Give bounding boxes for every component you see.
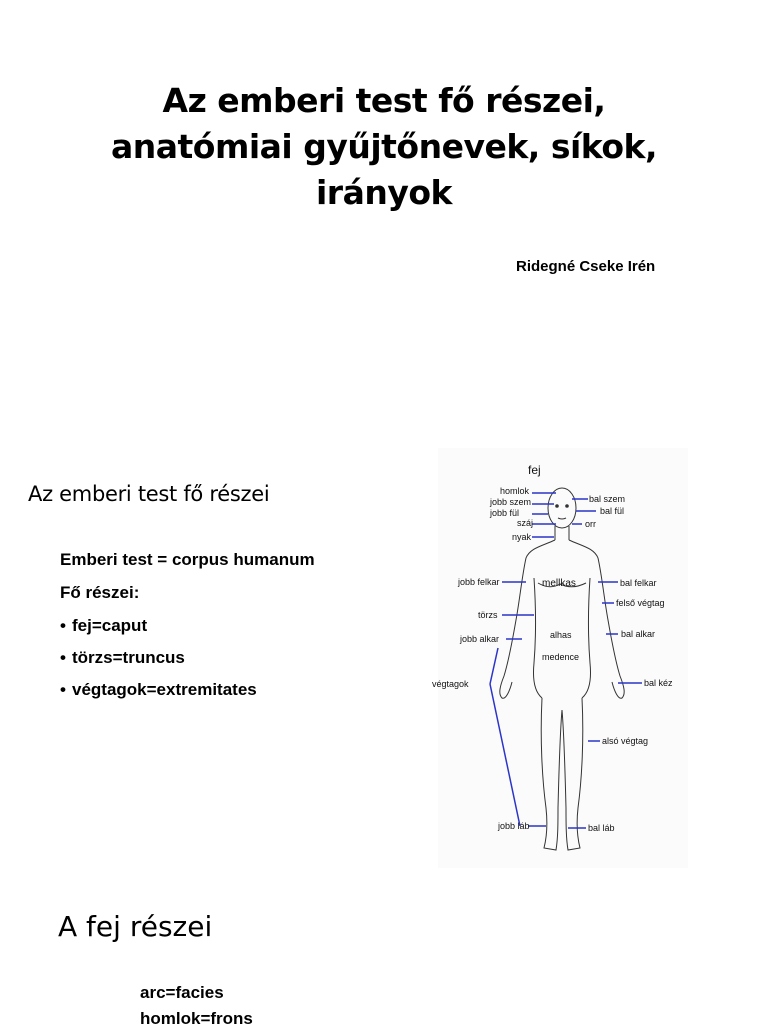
human-body-diagram (432, 448, 688, 868)
label-jobb-felkar: jobb felkar (458, 577, 500, 587)
label-bal-szem: bal szem (589, 494, 626, 504)
label-jobb-alkar: jobb alkar (460, 634, 500, 644)
label-orr: orr (585, 519, 596, 529)
bullet-item (60, 674, 257, 706)
body-parts-slide (0, 430, 768, 870)
page-title (0, 78, 768, 216)
term-line: arc=facies (140, 983, 224, 1002)
label-torzs: törzs (478, 610, 498, 620)
bullet-text: törzs=truncus (72, 648, 185, 667)
label-bal-ful: bal fül (600, 506, 625, 516)
label-nyak: nyak (512, 532, 532, 542)
bullet-dot-icon: • (60, 616, 66, 635)
head-parts-slide (0, 880, 768, 1028)
label-vegtagok: végtagok (432, 679, 469, 689)
bullet-item (60, 642, 185, 674)
title-line-3: irányok (316, 173, 452, 212)
label-jobb-ful: jobb fül (490, 508, 520, 518)
label-bal-lab: bal láb (588, 823, 615, 833)
title-line-1: Az emberi test fő részei, (162, 81, 606, 120)
bullet-dot-icon: • (60, 680, 66, 699)
label-fej: fej (528, 463, 541, 477)
label-jobb-szem: jobb szem (490, 497, 532, 507)
label-felso-vegtag: felső végtag (616, 598, 665, 608)
author-name: Ridegné Cseke Irén (516, 258, 656, 275)
title-slide (0, 0, 768, 420)
label-medence: medence (542, 652, 580, 662)
slide-heading: Az emberi test fő részei (28, 482, 270, 506)
parts-label: Fő részei: (60, 583, 140, 602)
label-bal-kez: bal kéz (644, 678, 673, 688)
label-alhas: alhas (550, 630, 572, 640)
label-jobb-lab: jobb láb (498, 821, 530, 831)
bullet-text: fej=caput (72, 616, 148, 635)
human-body-figure-svg (432, 448, 688, 868)
title-line-2: anatómiai gyűjtőnevek, síkok, (110, 127, 658, 166)
term-line: homlok=frons (140, 1009, 253, 1028)
label-szaj: száj (517, 518, 534, 528)
bullet-text: végtagok=extremitates (72, 680, 257, 699)
label-mellkas: mellkas (542, 578, 576, 589)
label-bal-alkar: bal alkar (621, 629, 656, 639)
label-bal-felkar: bal felkar (620, 578, 657, 588)
label-also-vegtag: alsó végtag (602, 736, 649, 746)
bullet-item (60, 610, 147, 642)
intro-line: Emberi test = corpus humanum (60, 550, 315, 569)
bullet-dot-icon: • (60, 648, 66, 667)
slide-heading: A fej részei (58, 910, 213, 943)
label-homlok: homlok (500, 486, 530, 496)
